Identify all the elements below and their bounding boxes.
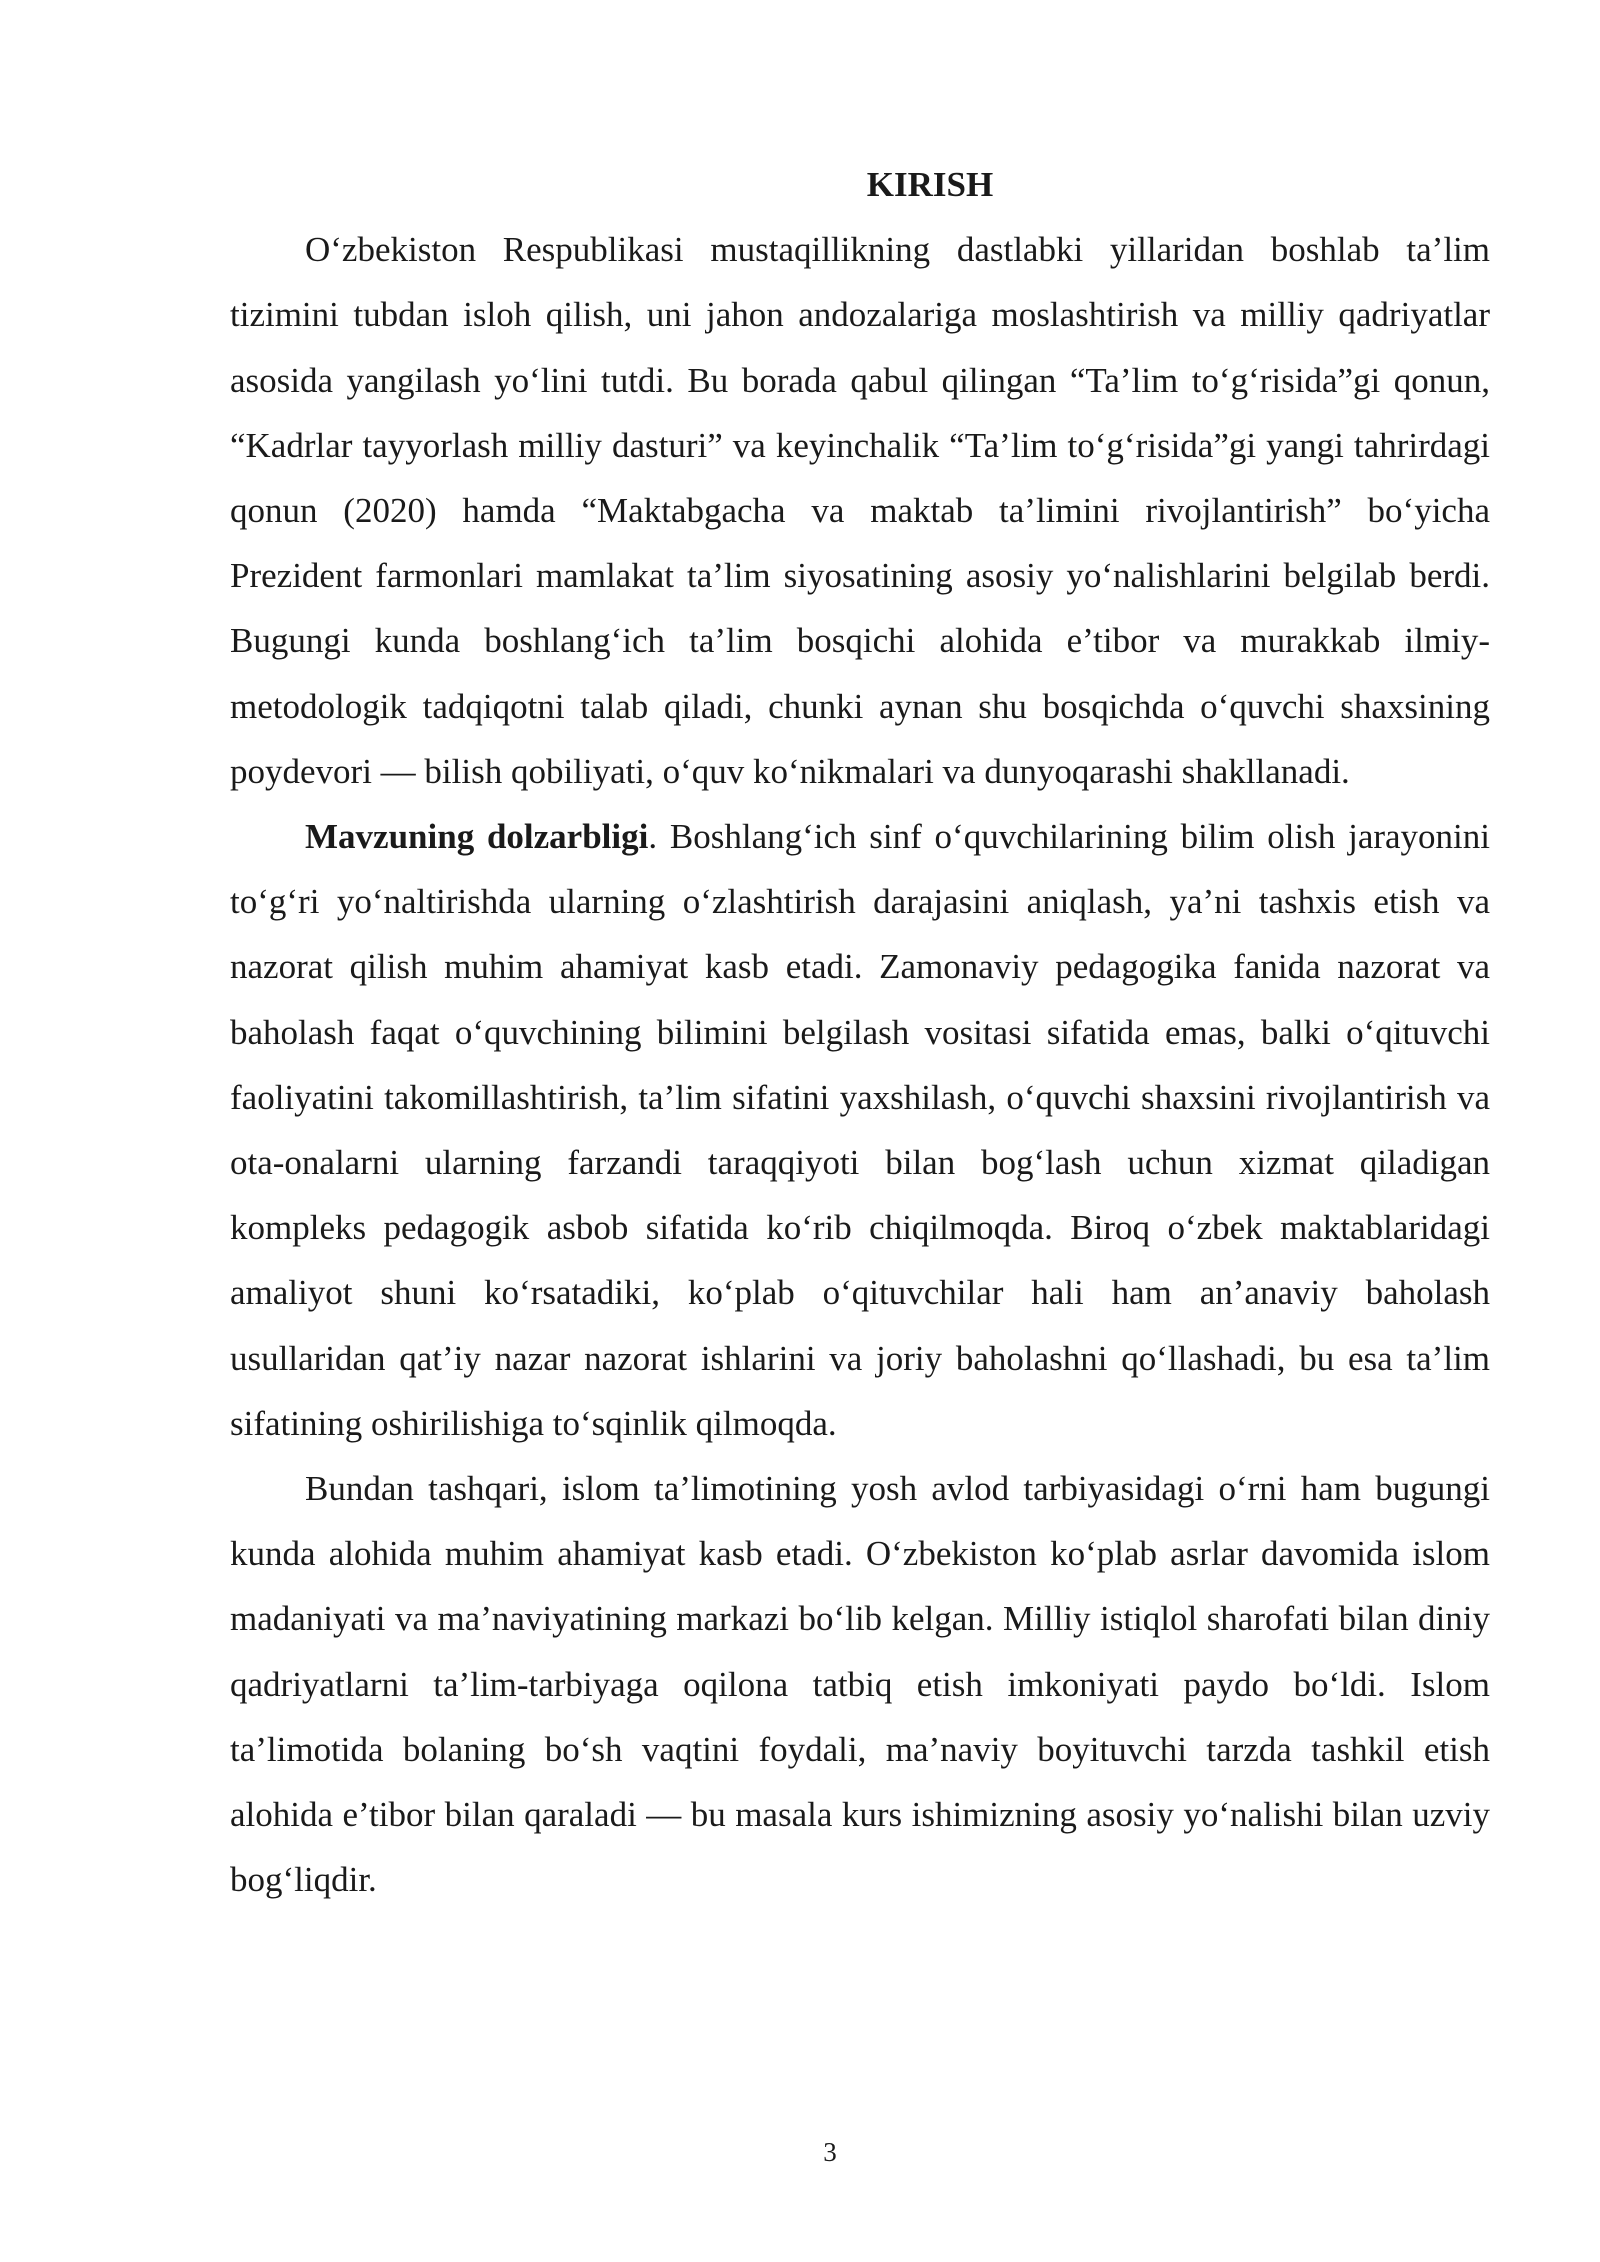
section-heading: KIRISH: [866, 165, 994, 204]
relevance-lead: Mavzuning dolzarbligi: [305, 817, 649, 857]
relevance-paragraph: [230, 804, 1490, 1456]
relevance-body: . Boshlang‘ich sinf o‘quvchilarining bilim olish jarayonini to‘g‘ri yo‘naltirishda ularning o‘zlashtirish darajasini aniqlash, ya’ni tashxis etish va nazorat qilish muhim ahamiyat kasb etadi. Zamonaviy pedagogika fanida nazorat va baholash faqat o‘quvchining bilimini belgilash vositasi sifatida emas, balki o‘qituvchi faoliyatini takomillashtirish, ta’lim sifatini yaxshilash, o‘quvchi shaxsini rivojlantirish va ota-onalarni ularning farzandi taraqqiyoti bilan bog‘lash uchun xizmat qiladigan kompleks pedagogik asbob sifatida ko‘rib chiqilmoqda. Biroq o‘zbek maktablaridagi amaliyot shuni ko‘rsatadiki, ko‘plab o‘qituvchilar hali ham an’anaviy baholash usullaridan qat’iy nazar nazorat ishlarini va joriy baholashni qo‘llashadi, bu esa ta’lim sifatining oshirilishiga to‘sqinlik qilmoqda.: [230, 817, 1490, 1443]
intro-paragraph: O‘zbekiston Respublikasi mustaqillikning dastlabki yillaridan boshlab ta’lim tizimini tubdan isloh qilish, uni jahon andozalariga moslashtirish va milliy qadriyatlar asosida yangilash yo‘lini tutdi. Bu borada qabul qilingan “Ta’lim to‘g‘risida”gi qonun, “Kadrlar tayyorlash milliy dasturi” va keyinchalik “Ta’lim to‘g‘risida”gi yangi tahrirdagi qonun (2020) hamda “Maktabgacha va maktab ta’limini rivojlantirish” bo‘yicha Prezident farmonlari mamlakat ta’lim siyosatining asosiy yo‘nalishlarini belgilab berdi. Bugungi kunda boshlang‘ich ta’lim bosqichi alohida e’tibor va murakkab ilmiy-metodologik tadqiqotni talab qiladi, chunki aynan shu bosqichda o‘quvchi shaxsining poydevori — bilish qobiliyati, o‘quv ko‘nikmalari va dunyoqarashi shakllanadi.: [230, 230, 1490, 791]
islamic-education-paragraph: Bundan tashqari, islom ta’limotining yosh avlod tarbiyasidagi o‘rni ham bugungi kunda alohida muhim ahamiyat kasb etadi. O‘zbekiston ko‘plab asrlar davomida islom madaniyati va ma’naviyatining markazi bo‘lib kelgan. Milliy istiqlol sharofati bilan diniy qadriyatlarni ta’lim-tarbiyaga oqilona tatbiq etish imkoniyati paydo bo‘ldi. Islom ta’limotida bolaning bo‘sh vaqtini foydali, ma’naviy boyituvchi tarzda tashkil etish alohida e’tibor bilan qaraladi — bu masala kurs ishimizning asosiy yo‘nalishi bilan uzviy bog‘liqdir.: [230, 1469, 1490, 1900]
page-content: [230, 152, 1490, 1912]
page-number: 3: [823, 2137, 837, 2167]
